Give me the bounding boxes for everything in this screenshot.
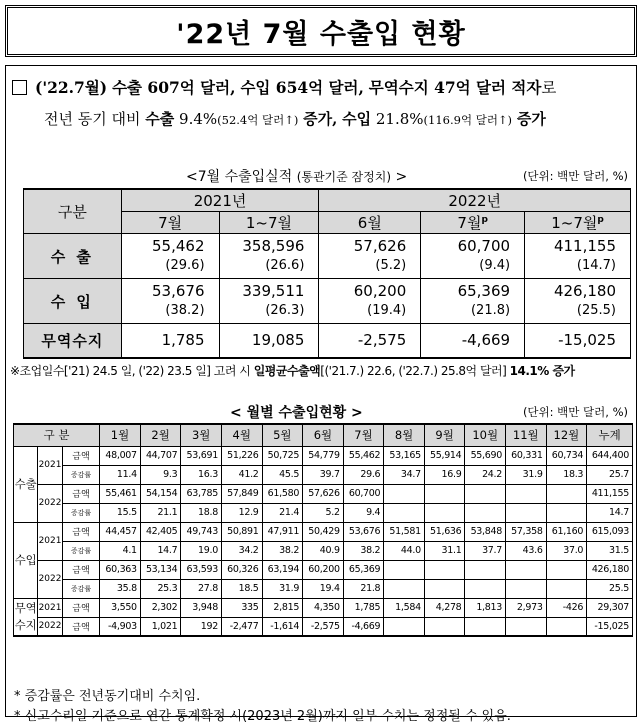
t2-cell: 4,278 — [424, 598, 465, 617]
summary-line-1 — [12, 76, 634, 98]
t2-month-header: 누계 — [587, 424, 633, 446]
t2-cell — [506, 617, 547, 636]
t2-cell: 18.8 — [181, 503, 222, 522]
t2-cell: 61,160 — [546, 522, 587, 541]
note-daily-avg-label: 일평균수출액 — [253, 364, 321, 378]
t2-row-amount — [14, 560, 633, 579]
t2-month-header: 4월 — [221, 424, 262, 446]
t2-cell: 42,405 — [140, 522, 181, 541]
t1-header-gubun: 구분 — [24, 189, 122, 234]
summary-yoy-lead: 전년 동기 대비 — [44, 110, 141, 128]
t2-year-label: 2022 — [38, 560, 62, 598]
t2-cell: 29,307 — [587, 598, 633, 617]
t2-cell — [546, 560, 587, 579]
t2-cell: 63,194 — [262, 560, 303, 579]
t2-cell — [424, 560, 465, 579]
t2-year-label: 2022 — [38, 617, 62, 636]
t1-value: 60,200 — [353, 282, 407, 300]
t2-cell: 53,134 — [140, 560, 181, 579]
page-title: '22년 7월 수출입 현황 — [176, 18, 466, 50]
t2-cell: 5.2 — [303, 503, 344, 522]
t2-cell: 16.3 — [181, 465, 222, 484]
t1-cell — [319, 234, 421, 279]
table1-caption-sub: (통관기준 잠정치) — [296, 170, 392, 184]
t2-cell — [465, 617, 506, 636]
summary-period: ('22.7월) — [35, 78, 108, 97]
t2-cell: 60,200 — [303, 560, 344, 579]
t2-cell: 55,461 — [100, 484, 141, 503]
t2-cell — [384, 503, 425, 522]
t2-cell — [384, 579, 425, 598]
t1-value: -2,575 — [357, 330, 407, 349]
t2-month-header: 5월 — [262, 424, 303, 446]
t2-cell — [506, 503, 547, 522]
t2-cell — [465, 560, 506, 579]
t2-cell: 12.9 — [221, 503, 262, 522]
t2-cell: 9.3 — [140, 465, 181, 484]
note-workdays: ※조업일수['21) 24.5 일, ('22) 23.5 일] 고려 시 — [10, 364, 251, 378]
t2-cell: 53,165 — [384, 446, 425, 465]
t1-rate: (19.4) — [367, 303, 407, 318]
t2-kind-label: 금액 — [62, 598, 100, 617]
t2-cell: 63,785 — [181, 484, 222, 503]
t2-month-header: 2월 — [140, 424, 181, 446]
t2-cell — [465, 579, 506, 598]
t1-value: 53,676 — [152, 282, 205, 300]
table2-caption: < 월별 수출입현황 > — [230, 405, 363, 421]
t2-cell: 51,581 — [384, 522, 425, 541]
t2-cell: 4.1 — [100, 541, 141, 560]
t1-row-label: 수 출 — [24, 234, 122, 279]
content-box — [5, 65, 637, 724]
t2-cell: 38.2 — [343, 541, 384, 560]
t1-col-header — [421, 212, 525, 234]
t2-cell: 31.9 — [262, 579, 303, 598]
t2-row-balance — [14, 617, 633, 636]
t2-cell: -4,903 — [100, 617, 141, 636]
t1-rate: (26.3) — [265, 303, 305, 318]
t2-cell: 60,363 — [100, 560, 141, 579]
t2-cell: 16.9 — [424, 465, 465, 484]
t1-row-import — [24, 279, 631, 324]
t2-kind-label: 금액 — [62, 446, 100, 465]
t2-cell: 55,462 — [343, 446, 384, 465]
t2-cell: 50,429 — [303, 522, 344, 541]
summary-export-detail: (52.4억 달러↑) — [217, 113, 299, 127]
t2-month-header: 8월 — [384, 424, 425, 446]
table1-caption — [186, 166, 407, 186]
t1-value: 65,369 — [457, 282, 511, 300]
t2-cell: 63,593 — [181, 560, 222, 579]
t1-cell — [219, 234, 319, 279]
t1-value: 358,596 — [242, 237, 305, 255]
t2-cell: 411,155 — [587, 484, 633, 503]
t2-cell: 21.8 — [343, 579, 384, 598]
t2-cell: 60,700 — [343, 484, 384, 503]
t2-cell: -4,669 — [343, 617, 384, 636]
t1-value: 411,155 — [553, 237, 616, 255]
t2-cell — [424, 617, 465, 636]
t2-cell: 3,550 — [100, 598, 141, 617]
t1-rate: (14.7) — [576, 258, 616, 273]
t2-cell — [384, 560, 425, 579]
t2-cell: 34.2 — [221, 541, 262, 560]
t1-cell — [121, 234, 219, 279]
t2-cell: 1,021 — [140, 617, 181, 636]
t2-cell: -426 — [546, 598, 587, 617]
t1-cell — [319, 279, 421, 324]
summary-import-label: 수입 — [342, 110, 372, 128]
summary-import-direction: 증가 — [516, 110, 546, 128]
checkbox-icon — [12, 80, 27, 95]
t1-cell — [525, 234, 631, 279]
t1-rate: (25.5) — [576, 303, 616, 318]
t1-cell — [421, 279, 525, 324]
t2-cell: 18.3 — [546, 465, 587, 484]
t1-header-2021: 2021년 — [121, 189, 319, 212]
t1-cell — [421, 324, 525, 358]
t2-balance-label — [14, 598, 38, 636]
t2-header-gubun: 구 분 — [14, 424, 100, 446]
t2-cell: 44.0 — [384, 541, 425, 560]
t1-value: 426,180 — [553, 282, 616, 300]
t2-year-label: 2021 — [38, 446, 62, 484]
t2-month-header: 1월 — [100, 424, 141, 446]
t2-cell: 40.9 — [303, 541, 344, 560]
t2-cell — [424, 503, 465, 522]
t2-cell — [546, 503, 587, 522]
t1-row-export — [24, 234, 631, 279]
t2-cell: 192 — [181, 617, 222, 636]
t2-month-header: 11월 — [506, 424, 547, 446]
t2-cell: 19.4 — [303, 579, 344, 598]
t2-kind-label: 증감률 — [62, 579, 100, 598]
t2-cell: 44,707 — [140, 446, 181, 465]
summary-balance: 무역수지 47억 달러 적자 — [368, 78, 542, 97]
t2-cell: 60,331 — [506, 446, 547, 465]
t2-cell: 31.9 — [506, 465, 547, 484]
t2-cell — [546, 484, 587, 503]
t1-cell — [121, 324, 219, 358]
t2-row-amount — [14, 446, 633, 465]
t1-col-header: 6월 — [319, 212, 421, 234]
t2-cell: 45.5 — [262, 465, 303, 484]
t2-row-rate — [14, 579, 633, 598]
preliminary-mark: p — [481, 215, 488, 225]
t2-cell: 48,007 — [100, 446, 141, 465]
t2-cell: 61,580 — [262, 484, 303, 503]
t2-cell — [506, 579, 547, 598]
t1-rate: (5.2) — [375, 258, 407, 273]
t2-group-label: 수출 — [14, 446, 38, 522]
t2-cell: 47,911 — [262, 522, 303, 541]
table2-unit: (단위: 백만 달러, %) — [522, 405, 628, 419]
summary-export: 수출 607억 달러, — [112, 78, 236, 97]
t1-cell — [421, 234, 525, 279]
t2-cell: 55,690 — [465, 446, 506, 465]
t2-cell: 49,743 — [181, 522, 222, 541]
t1-header-2022: 2022년 — [319, 189, 631, 212]
t2-cell: 27.8 — [181, 579, 222, 598]
t1-col-label: 7월 — [457, 214, 482, 232]
t2-cell: 2,973 — [506, 598, 547, 617]
footnote-2: * 신고수리일 기준으로 연간 통계확정 시(2023년 2월)까지 일부 수치는 정정될 수 있음. — [14, 709, 511, 724]
t2-cell: 11.4 — [100, 465, 141, 484]
t2-cell — [465, 484, 506, 503]
t2-year-label: 2022 — [38, 484, 62, 522]
summary-export-rate: 9.4% — [179, 110, 218, 128]
t2-cell: 55,914 — [424, 446, 465, 465]
t2-cell: 57,626 — [303, 484, 344, 503]
table1-caption-main: <7월 수출입실적 — [186, 169, 293, 185]
t2-month-header: 7월 — [343, 424, 384, 446]
t2-cell: 53,676 — [343, 522, 384, 541]
t2-cell: 57,849 — [221, 484, 262, 503]
t2-cell: 60,326 — [221, 560, 262, 579]
t2-cell: 1,813 — [465, 598, 506, 617]
t2-cell: 426,180 — [587, 560, 633, 579]
t1-value: 57,626 — [353, 237, 407, 255]
monthly-table — [13, 423, 633, 637]
t2-cell: 19.0 — [181, 541, 222, 560]
t2-cell: 51,636 — [424, 522, 465, 541]
t1-rate: (9.4) — [479, 258, 511, 273]
t2-header-row — [14, 424, 633, 446]
summary-suffix: 로 — [541, 79, 557, 97]
summary-export-direction: 증가, — [303, 110, 338, 128]
summary-import-rate: 21.8% — [375, 110, 424, 128]
t2-cell: 43.6 — [506, 541, 547, 560]
t2-kind-label: 금액 — [62, 617, 100, 636]
title-box — [5, 5, 637, 57]
t2-cell — [506, 484, 547, 503]
t2-cell: 21.4 — [262, 503, 303, 522]
t1-cell — [319, 324, 421, 358]
t1-row-label: 수 입 — [24, 279, 122, 324]
t2-cell: 25.7 — [587, 465, 633, 484]
t2-cell: 65,369 — [343, 560, 384, 579]
t2-month-header: 10월 — [465, 424, 506, 446]
t1-cell — [121, 279, 219, 324]
t2-balance-label-2: 수지 — [14, 617, 37, 632]
t2-cell: 18.5 — [221, 579, 262, 598]
t1-rate: (26.6) — [265, 258, 305, 273]
t2-month-header: 3월 — [181, 424, 222, 446]
t1-value: -15,025 — [558, 330, 616, 349]
table1-unit: (단위: 백만 달러, %) — [522, 169, 628, 183]
preliminary-mark: p — [597, 215, 604, 225]
t2-cell: 1,584 — [384, 598, 425, 617]
t2-cell: -2,575 — [303, 617, 344, 636]
t2-cell: 53,848 — [465, 522, 506, 541]
t1-col-header: 7월 — [121, 212, 219, 234]
t1-value: 339,511 — [242, 282, 305, 300]
summary-line-2 — [44, 108, 634, 129]
t2-cell: 53,691 — [181, 446, 222, 465]
t2-cell — [465, 503, 506, 522]
summary-import-detail: (116.9억 달러↑) — [423, 113, 513, 127]
t2-kind-label: 증감률 — [62, 465, 100, 484]
t2-cell: 31.1 — [424, 541, 465, 560]
t1-row-balance — [24, 324, 631, 358]
t1-value: 19,085 — [251, 330, 305, 349]
t2-kind-label: 금액 — [62, 560, 100, 579]
t2-cell: 14.7 — [587, 503, 633, 522]
t2-cell — [384, 484, 425, 503]
t2-month-header: 9월 — [424, 424, 465, 446]
t2-row-balance — [14, 598, 633, 617]
t2-balance-label-1: 무역 — [14, 600, 37, 615]
t2-row-amount — [14, 522, 633, 541]
summary-import: 수입 654억 달러, — [240, 78, 364, 97]
t1-value: 1,785 — [161, 330, 205, 349]
footnote-1: * 증감률은 전년동기대비 수치임. — [14, 689, 201, 704]
t2-cell: 57,358 — [506, 522, 547, 541]
t2-cell — [546, 617, 587, 636]
t2-kind-label: 증감률 — [62, 541, 100, 560]
t2-cell: -15,025 — [587, 617, 633, 636]
t2-cell: 644,400 — [587, 446, 633, 465]
t2-cell: 38.2 — [262, 541, 303, 560]
t1-value: -4,669 — [461, 330, 511, 349]
t1-cell — [525, 324, 631, 358]
t2-cell: 3,948 — [181, 598, 222, 617]
t2-cell: 14.7 — [140, 541, 181, 560]
t2-cell: 54,779 — [303, 446, 344, 465]
t2-cell — [506, 560, 547, 579]
t2-row-rate — [14, 541, 633, 560]
t2-row-rate — [14, 503, 633, 522]
table1-caption-end: > — [395, 169, 408, 185]
t2-year-label: 2021 — [38, 598, 62, 617]
t2-cell: 39.7 — [303, 465, 344, 484]
t1-cell — [219, 279, 319, 324]
summary-export-label: 수출 — [145, 110, 175, 128]
t1-value: 60,700 — [457, 237, 511, 255]
t2-cell: 60,734 — [546, 446, 587, 465]
july-summary-table — [23, 188, 631, 359]
t2-cell: 25.5 — [587, 579, 633, 598]
t2-cell: 335 — [221, 598, 262, 617]
t2-month-header: 6월 — [303, 424, 344, 446]
t2-cell: 9.4 — [343, 503, 384, 522]
t2-cell: 25.3 — [140, 579, 181, 598]
t2-cell — [384, 617, 425, 636]
t1-rate: (21.8) — [470, 303, 511, 318]
t2-cell: -2,477 — [221, 617, 262, 636]
t1-rate: (38.2) — [165, 303, 205, 318]
t2-month-header: 12월 — [546, 424, 587, 446]
t2-cell: 50,725 — [262, 446, 303, 465]
t1-rate: (29.6) — [165, 258, 205, 273]
t2-cell: 1,785 — [343, 598, 384, 617]
t2-group-label: 수입 — [14, 522, 38, 598]
t2-cell: 615,093 — [587, 522, 633, 541]
note-increase: 14.1% 증가 — [509, 364, 575, 378]
t2-row-amount — [14, 484, 633, 503]
t2-cell: 24.2 — [465, 465, 506, 484]
t2-cell: -1,614 — [262, 617, 303, 636]
workdays-note — [10, 362, 575, 379]
t1-col-label: 1~7월 — [551, 214, 598, 232]
t2-kind-label: 금액 — [62, 484, 100, 503]
t1-cell — [219, 324, 319, 358]
t2-cell: 54,154 — [140, 484, 181, 503]
t2-cell — [424, 484, 465, 503]
note-daily-avg-values: [('21.7.) 22.6, ('22.7.) 25.8억 달러] — [320, 364, 507, 378]
t1-cell — [525, 279, 631, 324]
t2-cell: 21.1 — [140, 503, 181, 522]
t2-cell: 4,350 — [303, 598, 344, 617]
t2-cell: 50,891 — [221, 522, 262, 541]
t2-cell: 37.7 — [465, 541, 506, 560]
t2-cell: 35.8 — [100, 579, 141, 598]
t2-cell — [546, 579, 587, 598]
t2-cell: 44,457 — [100, 522, 141, 541]
t2-kind-label: 금액 — [62, 522, 100, 541]
t2-cell: 2,302 — [140, 598, 181, 617]
t2-cell: 29.6 — [343, 465, 384, 484]
t2-cell — [424, 579, 465, 598]
t1-col-header: 1~7월 — [219, 212, 319, 234]
t2-cell: 51,226 — [221, 446, 262, 465]
t1-value: 55,462 — [152, 237, 205, 255]
t1-row-label: 무역수지 — [24, 324, 122, 358]
t1-col-header — [525, 212, 631, 234]
t2-cell: 2,815 — [262, 598, 303, 617]
t2-year-label: 2021 — [38, 522, 62, 560]
t2-cell: 41.2 — [221, 465, 262, 484]
t2-cell: 31.5 — [587, 541, 633, 560]
t2-cell: 34.7 — [384, 465, 425, 484]
t2-cell: 15.5 — [100, 503, 141, 522]
t2-cell: 37.0 — [546, 541, 587, 560]
t2-row-rate — [14, 465, 633, 484]
t2-kind-label: 증감률 — [62, 503, 100, 522]
